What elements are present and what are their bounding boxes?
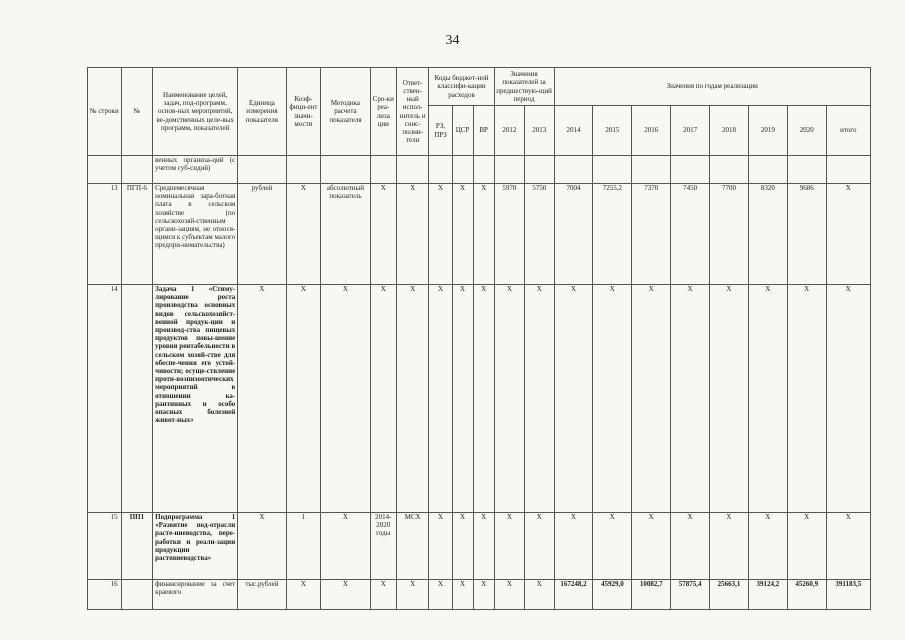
row-csr: X xyxy=(452,285,473,513)
row-terms: X xyxy=(370,580,396,610)
row-number: 16 xyxy=(88,580,122,610)
header-csr: ЦСР xyxy=(452,106,473,156)
row-value-2016: 7370 xyxy=(632,184,671,285)
row-rz: X xyxy=(429,184,452,285)
row-coef: X xyxy=(286,184,321,285)
row-resp xyxy=(396,156,429,184)
row-code xyxy=(121,580,153,610)
header-2013: 2013 xyxy=(525,106,554,156)
row-number: 13 xyxy=(88,184,122,285)
row-method: X xyxy=(321,580,370,610)
row-coef: X xyxy=(286,285,321,513)
row-vr: X xyxy=(473,184,494,285)
row-value-2019: 8320 xyxy=(748,184,787,285)
row-value-2020 xyxy=(787,156,826,184)
row-value-2012: 5970 xyxy=(494,184,524,285)
row-total: X xyxy=(826,513,870,580)
page-number: 34 xyxy=(445,33,460,48)
header-rz: РЗ, ПРЗ xyxy=(429,106,452,156)
row-csr xyxy=(452,156,473,184)
row-total: X xyxy=(826,184,870,285)
header-row-no: № строки xyxy=(88,68,122,156)
row-value-2017: X xyxy=(671,513,710,580)
header-2019: 2019 xyxy=(748,106,787,156)
row-coef: 1 xyxy=(286,513,321,580)
table-row xyxy=(88,513,871,580)
row-unit: X xyxy=(238,285,286,513)
row-resp: X xyxy=(396,285,429,513)
row-value-2017: X xyxy=(671,285,710,513)
row-value-2014: 167248,2 xyxy=(554,580,593,610)
indicators-table xyxy=(87,67,871,610)
header-coefficient: Коэф-фици-ент значи-мости xyxy=(286,68,321,156)
row-value-2019: 39124,2 xyxy=(748,580,787,610)
row-value-2012: X xyxy=(494,513,524,580)
header-terms: Сро-ки реа-лиза ции xyxy=(370,68,396,156)
row-name: финансирование за счет краевого xyxy=(153,580,238,610)
row-value-2018: X xyxy=(710,285,749,513)
row-value-2015: 45929,0 xyxy=(593,580,632,610)
row-method: абсолютный показатель xyxy=(321,184,370,285)
table-row xyxy=(88,285,871,513)
row-rz: X xyxy=(429,285,452,513)
row-total: X xyxy=(826,285,870,513)
row-csr: X xyxy=(452,513,473,580)
header-2020: 2020 xyxy=(787,106,826,156)
row-resp: X xyxy=(396,580,429,610)
row-value-2013: X xyxy=(525,285,554,513)
row-value-2013 xyxy=(525,156,554,184)
row-unit: X xyxy=(238,513,286,580)
row-value-2018 xyxy=(710,156,749,184)
row-number: 15 xyxy=(88,513,122,580)
row-number: 14 xyxy=(88,285,122,513)
row-value-2014: 7004 xyxy=(554,184,593,285)
row-unit xyxy=(238,156,286,184)
row-value-2017: 57875,4 xyxy=(671,580,710,610)
row-coef xyxy=(286,156,321,184)
row-unit: рублей xyxy=(238,184,286,285)
header-total: итого xyxy=(826,106,870,156)
row-code: ПП1 xyxy=(121,513,153,580)
row-value-2018: 25663,1 xyxy=(710,580,749,610)
header-by-years: Значения по годам реализации xyxy=(554,68,871,106)
row-rz: X xyxy=(429,580,452,610)
row-value-2020: 45260,9 xyxy=(787,580,826,610)
row-value-2016: 10082,7 xyxy=(632,580,671,610)
row-total: 391183,5 xyxy=(826,580,870,610)
row-vr: X xyxy=(473,580,494,610)
header-2018: 2018 xyxy=(710,106,749,156)
row-code: ПГП-6 xyxy=(121,184,153,285)
row-value-2016 xyxy=(632,156,671,184)
row-value-2017: 7450 xyxy=(671,184,710,285)
row-value-2015: X xyxy=(593,285,632,513)
row-coef: X xyxy=(286,580,321,610)
row-value-2015: 7255,2 xyxy=(593,184,632,285)
row-value-2018: X xyxy=(710,513,749,580)
row-total xyxy=(826,156,870,184)
row-value-2013: X xyxy=(525,513,554,580)
header-2014: 2014 xyxy=(554,106,593,156)
row-resp: МСХ xyxy=(396,513,429,580)
table-row xyxy=(88,156,871,184)
row-resp: X xyxy=(396,184,429,285)
row-value-2012: X xyxy=(494,580,524,610)
row-value-2020: X xyxy=(787,285,826,513)
row-value-2013: 5750 xyxy=(525,184,554,285)
header-2015: 2015 xyxy=(593,106,632,156)
row-method: X xyxy=(321,513,370,580)
row-value-2012 xyxy=(494,156,524,184)
row-value-2014: X xyxy=(554,513,593,580)
header-prev-period: Значения показателей за предшествую-щий период xyxy=(494,68,554,106)
header-2017: 2017 xyxy=(671,106,710,156)
row-code xyxy=(121,285,153,513)
row-name: Подпрограмма 1 «Развитие под-отрасли расте-ниеводства, пере-работки и реали-зации продукции растениеводства» xyxy=(153,513,238,580)
row-value-2018: 7700 xyxy=(710,184,749,285)
row-value-2020: X xyxy=(787,513,826,580)
row-value-2019: X xyxy=(748,513,787,580)
row-name: Задача 1 «Стиму-лирование роста производства основных видов сельскохозяйст-венной продук-ции и производ-ства пищевых продуктов повы-шение уровня рентабельности в сельском хозяй-стве для обеспе-чения его устой-чивости; осуще-ствление проти-воэпизоотических мероприятий в отношении ка-рантинных и особо опасных болезней живот-ных» xyxy=(153,285,238,513)
row-unit: тыс.рублей xyxy=(238,580,286,610)
row-terms xyxy=(370,156,396,184)
row-terms: X xyxy=(370,285,396,513)
row-method xyxy=(321,156,370,184)
row-value-2017 xyxy=(671,156,710,184)
row-method: X xyxy=(321,285,370,513)
row-csr: X xyxy=(452,580,473,610)
row-value-2020: 9686 xyxy=(787,184,826,285)
row-rz xyxy=(429,156,452,184)
row-value-2014: X xyxy=(554,285,593,513)
row-value-2019 xyxy=(748,156,787,184)
row-value-2015 xyxy=(593,156,632,184)
row-name: Среднемесячная номинальная зара-ботная плата в сельском хозяйстве (по сельскохозяй-ственным органи-зациям, не относя-щимся к субъектам малого предпри-нимательства) xyxy=(153,184,238,285)
row-terms: 2014-2020 годы xyxy=(370,513,396,580)
row-number xyxy=(88,156,122,184)
header-2016: 2016 xyxy=(632,106,671,156)
table-row xyxy=(88,580,871,610)
row-csr: X xyxy=(452,184,473,285)
header-unit: Единица измерения показателя xyxy=(238,68,286,156)
header-code-no: № xyxy=(121,68,153,156)
header-method: Методика расчета показателя xyxy=(321,68,370,156)
row-code xyxy=(121,156,153,184)
row-value-2013: X xyxy=(525,580,554,610)
row-terms: X xyxy=(370,184,396,285)
row-value-2019: X xyxy=(748,285,787,513)
header-responsible: Ответ-ствен-ный испол-нитель и соис-полни-тели xyxy=(396,68,429,156)
row-value-2016: X xyxy=(632,513,671,580)
row-vr: X xyxy=(473,513,494,580)
header-vr: ВР xyxy=(473,106,494,156)
header-budget-codes: Коды бюджет-ной классифи-кации расходов xyxy=(429,68,494,106)
row-value-2014 xyxy=(554,156,593,184)
row-rz: X xyxy=(429,513,452,580)
row-value-2012: X xyxy=(494,285,524,513)
row-name: венных организа-ций (с учетом суб-сидий) xyxy=(153,156,238,184)
header-name: Наименование целей, задач, под-программ, основ-ных мероприятий, ве-домственных целе-вых программ, показателей xyxy=(153,68,238,156)
row-value-2015: X xyxy=(593,513,632,580)
row-value-2016: X xyxy=(632,285,671,513)
table-row xyxy=(88,184,871,285)
row-vr: X xyxy=(473,285,494,513)
header-2012: 2012 xyxy=(494,106,524,156)
row-vr xyxy=(473,156,494,184)
